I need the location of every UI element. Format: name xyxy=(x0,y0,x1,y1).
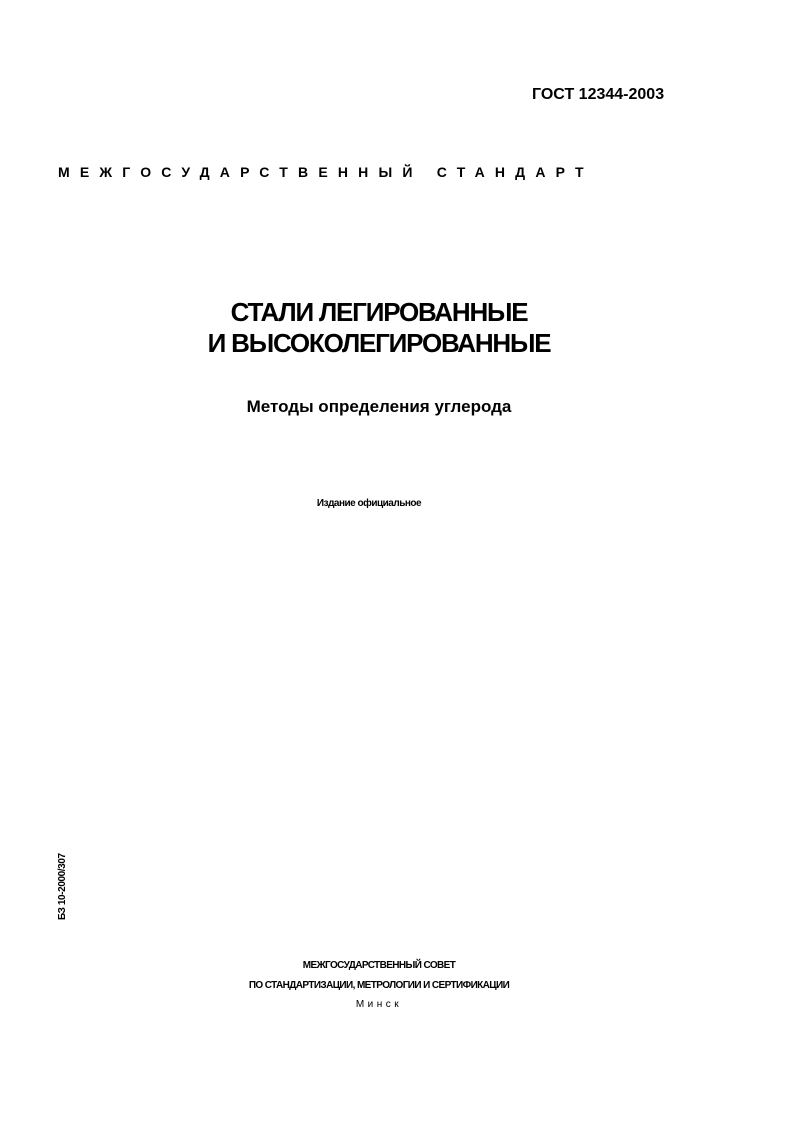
publisher-line-2: ПО СТАНДАРТИЗАЦИИ, МЕТРОЛОГИИ И СЕРТИФИКАЦИИ xyxy=(248,980,510,991)
document-subtitle: Методы определения углерода xyxy=(246,397,512,416)
publisher-line-1: МЕЖГОСУДАРСТВЕННЫЙ СОВЕТ xyxy=(302,960,456,971)
standard-number: ГОСТ 12344-2003 xyxy=(532,86,665,103)
title-line-2: И ВЫСОКОЛЕГИРОВАННЫЕ xyxy=(207,328,551,358)
title-line-1: СТАЛИ ЛЕГИРОВАННЫЕ xyxy=(230,297,528,327)
publisher-city: Минск xyxy=(355,999,403,1010)
edition-note: Издание официальное xyxy=(316,498,422,509)
document-title xyxy=(0,297,758,359)
standard-type-heading: МЕЖГОСУДАРСТВЕННЫЙ СТАНДАРТ xyxy=(58,164,594,180)
side-code: БЗ 10-2000/307 xyxy=(57,853,68,920)
publisher-block xyxy=(0,956,758,1014)
